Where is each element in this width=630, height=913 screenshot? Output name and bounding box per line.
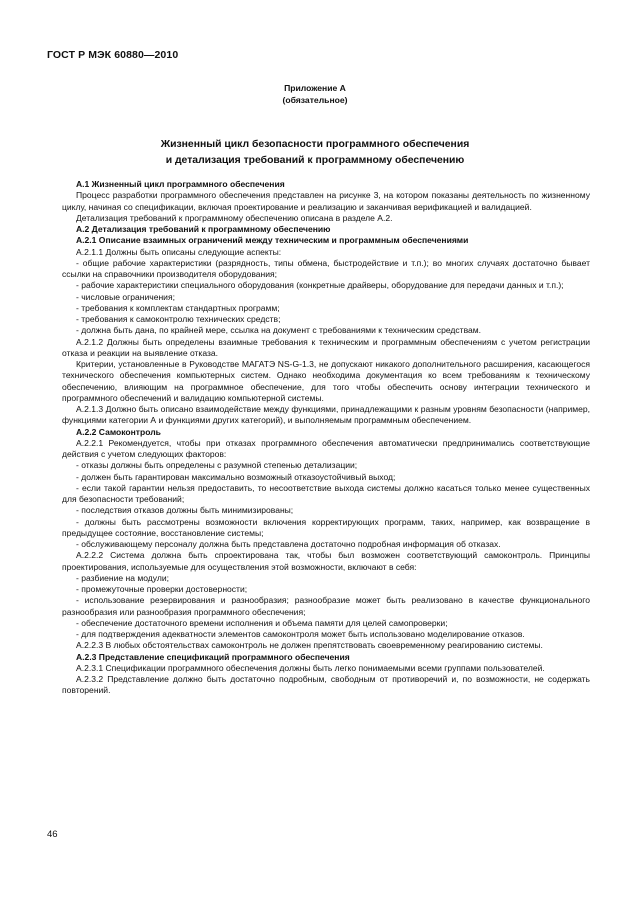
standard-header: ГОСТ Р МЭК 60880—2010: [47, 49, 179, 61]
paragraph: А.2.1.3 Должно быть описано взаимодействие между функциями, принадлежащими к разным уровням безопасности (например, функциями категории А и функциями других категорий), и выполняемым программным обеспечением.: [62, 404, 590, 426]
section-heading: А.2.3 Представление спецификаций программного обеспечения: [76, 651, 350, 662]
paragraph: А.2.1.1 Должны быть описаны следующие аспекты:: [76, 246, 282, 257]
paragraph: А.2.2.3 В любых обстоятельствах самоконтроль не должен препятствовать своевременному реагированию системы.: [76, 640, 543, 651]
page-number: 46: [47, 829, 58, 840]
paragraph: А.2.1.2 Должны быть определены взаимные требования к техническим и программным обеспечениям с учетом регистрации отказа и реакции на выявление отказа.: [62, 336, 590, 358]
paragraph: - обслуживающему персоналу должна быть представлена достаточно подробная информация об отказах.: [76, 539, 501, 549]
paragraph: А.2.3.1 Спецификации программного обеспечения должны быть легко понимаемыми всеми группами пользователей.: [76, 662, 545, 673]
section-heading: А.2.2 Самоконтроль: [76, 426, 161, 437]
paragraph: - общие рабочие характеристики (разрядность, типы обмена, быстродействие и т.п.); во многих случаях достаточно бывает ссылки на справочники производителя оборудования;: [62, 257, 590, 279]
page-title-line-2: и детализация требований к программному обеспечению: [165, 155, 465, 166]
paragraph: А.2.2.2 Система должна быть спроектирована так, чтобы был возможен соответствующий самоконтроль. Принципы проектирования, используемые для осуществления этой возможности, включают в себя:: [62, 550, 590, 572]
paragraph: - использование резервирования и разнообразия; разнообразие может быть реализовано в качестве функционального разнообразия или разнообразия программного обеспечения;: [62, 595, 590, 617]
paragraph: - должен быть гарантирован максимально возможный отказоустойчивый выход;: [76, 471, 396, 482]
paragraph: - требования к самоконтролю технических средств;: [76, 314, 281, 324]
paragraph: - рабочие характеристики специального оборудования (конкретные драйверы, оборудование для передачи данных и т.п.);: [76, 280, 564, 291]
paragraph: - для подтверждения адекватности элементов самоконтроля может быть использовано моделирование отказов.: [76, 629, 525, 639]
paragraph: - если такой гарантии нельзя предоставить, то несоответствие выхода системы должно касаться только менее существенных для безопасности требований;: [62, 482, 590, 504]
paragraph: - разбиение на модули;: [76, 572, 169, 583]
paragraph: Процесс разработки программного обеспечения представлен на рисунке 3, на котором показаны деятельность по жизненному циклу, начиная со спецификации, включая проектирование и реализацию и заканчивая верификацией и валидацией.: [62, 190, 590, 212]
section-heading: А.1 Жизненный цикл программного обеспечения: [76, 179, 285, 189]
paragraph: - числовые ограничения;: [76, 291, 175, 302]
paragraph: - требования к комплектам стандартных программ;: [76, 302, 280, 313]
paragraph: - обеспечение достаточного времени исполнения и объема памяти для целей самопроверки;: [76, 617, 448, 628]
paragraph: - промежуточные проверки достоверности;: [76, 584, 248, 594]
page-title-line-1: Жизненный цикл безопасности программного обеспечения: [160, 139, 470, 150]
appendix-name: Приложение А: [284, 83, 346, 93]
paragraph: - отказы должны быть определены с разумной степенью детализации;: [76, 460, 358, 471]
paragraph: - должна быть дана, по крайней мере, ссылка на документ с требованиями к техническим средствам.: [76, 325, 482, 336]
paragraph: - должны быть рассмотрены возможности включения корректирующих программ, таких, например, как возвращение в предыдущее состояние, восстановление системы;: [62, 516, 590, 538]
appendix-status: (обязательное): [282, 95, 348, 105]
section-heading: А.2.1 Описание взаимных ограничений между техническим и программным обеспечениями: [76, 235, 469, 246]
paragraph: А.2.2.1 Рекомендуется, чтобы при отказах программного обеспечения автоматически предпринимались соответствующие действия с учетом следующих факторов:: [62, 437, 590, 459]
paragraph: А.2.3.2 Представление должно быть достаточно подробным, свободным от противоречий и, по возможности, не содержать повторений.: [62, 674, 590, 696]
paragraph: - последствия отказов должны быть минимизированы;: [76, 505, 294, 516]
paragraph: Критерии, установленные в Руководстве МАГАТЭ NS-G-1.3, не допускают никакого дополнительного расширения, касающегося технического обеспечения компьютерных систем. Однако необходима документация ко всем требованиям к техническому обеспечению, влияющим на программное обеспечение, для того чтобы обеспечить основу интеграции технического и программного обеспечений и валидацию компьютерной системы.: [62, 359, 590, 403]
section-heading: А.2 Детализация требований к программному обеспечению: [76, 224, 331, 234]
paragraph: Детализация требований к программному обеспечению описана в разделе А.2.: [76, 212, 393, 223]
document-body: [62, 179, 590, 697]
